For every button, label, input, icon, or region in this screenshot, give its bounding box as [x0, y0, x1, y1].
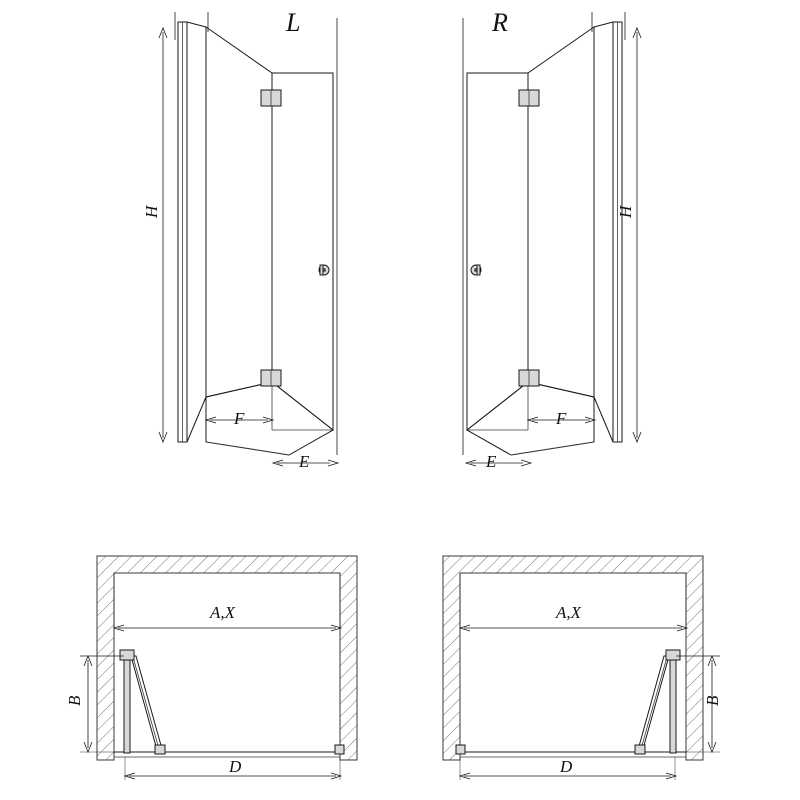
- elevation-left-panel-e-label: E: [299, 452, 310, 471]
- plan-left-view: [65, 556, 357, 780]
- leaf-end-cap-left: [155, 745, 165, 754]
- elevation-left-height-label: H: [142, 205, 161, 218]
- door-leaf-b-left: [131, 656, 162, 750]
- elevation-right-panel-e-label: E: [486, 452, 497, 471]
- door-leaf-a-left: [124, 655, 130, 753]
- elevation-right-height-label: H: [616, 205, 635, 218]
- plan-right-view: [443, 556, 722, 780]
- door-leaf-b-right: [638, 656, 669, 750]
- leaf-end-cap-right: [635, 745, 645, 754]
- elevation-right-variant-label: R: [492, 8, 508, 37]
- jamb-plan-right: [456, 745, 465, 754]
- elevation-right-panel-f-label: F: [556, 409, 567, 428]
- door-leaf-a-right: [670, 655, 676, 753]
- elevation-left-variant-label: L: [286, 8, 301, 37]
- hinge-plan-left: [120, 650, 134, 660]
- jamb-plan-left: [335, 745, 344, 754]
- plan-left-width-label: A,X: [210, 603, 236, 622]
- plan-left-depth-label: B: [65, 695, 84, 706]
- wall-hatching-right: [443, 556, 703, 760]
- elevation-right-view: [463, 8, 641, 471]
- plan-right-opening-label: D: [560, 757, 573, 776]
- elevation-left-panel-f-label: F: [234, 409, 245, 428]
- plan-right-width-label: A,X: [556, 603, 582, 622]
- plan-right-depth-label: B: [703, 695, 722, 706]
- elevation-left-view: [142, 8, 338, 471]
- hinge-plan-right: [666, 650, 680, 660]
- wall-hatching-left: [97, 556, 357, 760]
- plan-left-opening-label: D: [229, 757, 242, 776]
